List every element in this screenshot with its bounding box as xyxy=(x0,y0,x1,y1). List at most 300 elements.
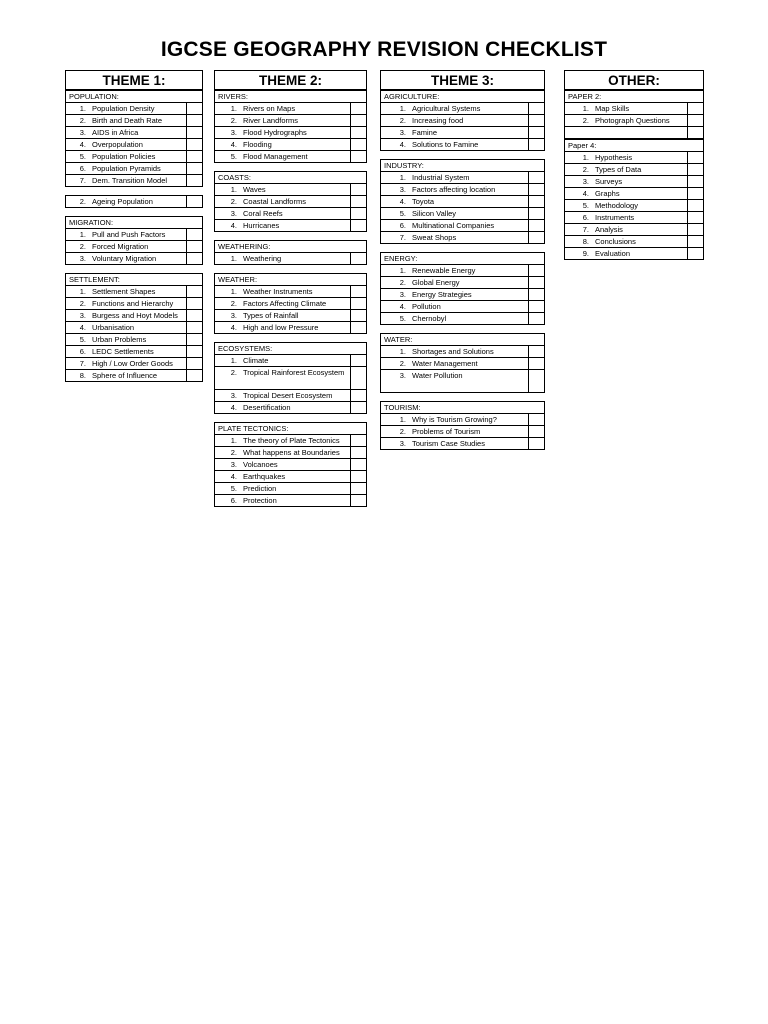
item-number: 1. xyxy=(399,415,406,424)
checkbox-cell[interactable] xyxy=(187,103,202,114)
checklist-item xyxy=(565,187,703,199)
item-number: 3. xyxy=(230,391,237,400)
checkbox-cell[interactable] xyxy=(529,370,544,392)
item-label: Surveys xyxy=(595,177,623,186)
item-text xyxy=(215,151,351,162)
checkbox-cell[interactable] xyxy=(529,313,544,324)
item-label: High / Low Order Goods xyxy=(92,359,173,368)
item-text xyxy=(66,163,187,174)
checkbox-cell[interactable] xyxy=(187,139,202,150)
page-title: IGCSE GEOGRAPHY REVISION CHECKLIST xyxy=(160,38,608,61)
item-text xyxy=(66,175,187,186)
item-text xyxy=(381,139,529,150)
item-number: 3. xyxy=(582,177,589,186)
checklist-item xyxy=(66,228,202,240)
checkbox-cell[interactable] xyxy=(187,334,202,345)
item-number: 1. xyxy=(79,230,86,239)
checklist-item xyxy=(381,288,544,300)
item-text xyxy=(215,298,351,309)
checkbox-cell[interactable] xyxy=(351,483,366,494)
item-label: Energy Strategies xyxy=(412,290,472,299)
checkbox-cell[interactable] xyxy=(187,310,202,321)
item-label: Pull and Push Factors xyxy=(92,230,166,239)
item-number: 2. xyxy=(230,197,237,206)
checklist-section xyxy=(65,273,203,382)
checkbox-cell[interactable] xyxy=(529,232,544,243)
item-text xyxy=(565,164,688,175)
checkbox-cell[interactable] xyxy=(688,188,703,199)
item-number: 4. xyxy=(79,140,86,149)
item-label: Instruments xyxy=(595,213,635,222)
item-label: Industrial System xyxy=(412,173,470,182)
checkbox-cell[interactable] xyxy=(187,253,202,264)
checklist-item xyxy=(381,183,544,195)
column-header: THEME 2: xyxy=(214,70,367,90)
checkbox-cell[interactable] xyxy=(529,277,544,288)
item-number: 2. xyxy=(230,116,237,125)
item-text xyxy=(66,115,187,126)
checkbox-cell[interactable] xyxy=(529,103,544,114)
item-text xyxy=(215,139,351,150)
checkbox-cell[interactable] xyxy=(688,200,703,211)
checkbox-cell[interactable] xyxy=(688,176,703,187)
item-text xyxy=(215,367,351,389)
checklist-item xyxy=(66,333,202,345)
item-number: 2. xyxy=(79,197,86,206)
checklist-item xyxy=(66,195,202,207)
checklist-item xyxy=(66,240,202,252)
item-text xyxy=(381,232,529,243)
item-number: 3. xyxy=(399,290,406,299)
checkbox-cell[interactable] xyxy=(688,152,703,163)
checkbox-cell[interactable] xyxy=(688,236,703,247)
checkbox-cell[interactable] xyxy=(351,208,366,219)
checkbox-cell[interactable] xyxy=(187,151,202,162)
item-label: Toyota xyxy=(412,197,435,206)
item-text xyxy=(66,286,187,297)
item-label: AIDS in Africa xyxy=(92,128,139,137)
item-text xyxy=(381,208,529,219)
item-number: 2. xyxy=(399,116,406,125)
item-number: 7. xyxy=(399,233,406,242)
item-label: Solutions to Famine xyxy=(412,140,479,149)
item-label: Prediction xyxy=(243,484,277,493)
checkbox-cell[interactable] xyxy=(351,184,366,195)
item-text xyxy=(66,346,187,357)
item-number: 4. xyxy=(399,140,406,149)
checkbox-cell[interactable] xyxy=(351,139,366,150)
checklist-section xyxy=(564,90,704,139)
checklist-item xyxy=(215,150,366,162)
section-title: ECOSYSTEMS: xyxy=(215,342,366,354)
theme-2-column xyxy=(214,70,367,507)
item-text xyxy=(215,355,351,366)
checklist-item xyxy=(215,309,366,321)
checklist-item xyxy=(381,102,544,114)
checkbox-cell[interactable] xyxy=(351,355,366,366)
item-label: What happens at Boundaries xyxy=(243,448,340,457)
item-label: Voluntary Migration xyxy=(92,254,157,263)
checkbox-cell[interactable] xyxy=(187,229,202,240)
checkbox-cell[interactable] xyxy=(529,208,544,219)
theme-1-column xyxy=(65,70,203,382)
item-label: Weathering xyxy=(243,254,282,263)
item-number: 1. xyxy=(79,287,86,296)
item-number: 1. xyxy=(399,347,406,356)
checkbox-cell[interactable] xyxy=(351,495,366,506)
item-text xyxy=(381,220,529,231)
item-text xyxy=(381,346,529,357)
item-number: 2. xyxy=(582,116,589,125)
checklist-item xyxy=(381,171,544,183)
checkbox-cell[interactable] xyxy=(529,127,544,138)
checklist-item xyxy=(215,102,366,114)
checklist-item xyxy=(565,163,703,175)
item-number: 2. xyxy=(79,242,86,251)
item-label: Evaluation xyxy=(595,249,631,258)
section-title: WEATHER: xyxy=(215,273,366,285)
item-text xyxy=(66,298,187,309)
checkbox-cell[interactable] xyxy=(351,115,366,126)
section-title: TOURISM: xyxy=(381,401,544,413)
item-text xyxy=(215,402,351,413)
item-number: 2. xyxy=(79,299,86,308)
item-text xyxy=(215,184,351,195)
checklist-item xyxy=(215,285,366,297)
checkbox-cell[interactable] xyxy=(351,220,366,231)
item-text xyxy=(565,224,688,235)
item-number: 3. xyxy=(230,209,237,218)
checkbox-cell[interactable] xyxy=(529,220,544,231)
item-label: Weather Instruments xyxy=(243,287,313,296)
checkbox-cell[interactable] xyxy=(351,151,366,162)
item-text xyxy=(215,459,351,470)
checkbox-cell[interactable] xyxy=(351,471,366,482)
item-number: 5. xyxy=(582,201,589,210)
checkbox-cell[interactable] xyxy=(688,212,703,223)
item-number: 3. xyxy=(399,185,406,194)
item-number: 1. xyxy=(230,287,237,296)
checkbox-cell[interactable] xyxy=(187,175,202,186)
item-text xyxy=(381,265,529,276)
checkbox-cell[interactable] xyxy=(187,127,202,138)
item-label: Conclusions xyxy=(595,237,636,246)
checklist-item xyxy=(381,231,544,243)
checkbox-cell[interactable] xyxy=(529,289,544,300)
item-text xyxy=(215,447,351,458)
item-text xyxy=(66,253,187,264)
item-label: Forced Migration xyxy=(92,242,149,251)
checkbox-cell[interactable] xyxy=(529,346,544,357)
item-number: 4. xyxy=(582,189,589,198)
item-text xyxy=(215,495,351,506)
item-label: Hurricanes xyxy=(243,221,280,230)
item-label: Problems of Tourism xyxy=(412,427,481,436)
item-number: 3. xyxy=(230,311,237,320)
item-number: 2. xyxy=(230,299,237,308)
checkbox-cell[interactable] xyxy=(351,322,366,333)
checklist-item xyxy=(381,264,544,276)
item-label: Types of Rainfall xyxy=(243,311,299,320)
item-number: 5. xyxy=(79,152,86,161)
checklist-item xyxy=(565,151,703,163)
item-number: 4. xyxy=(230,403,237,412)
item-label: Settlement Shapes xyxy=(92,287,156,296)
item-label: Climate xyxy=(243,356,269,365)
checkbox-cell[interactable] xyxy=(688,127,703,138)
checklist-item xyxy=(66,285,202,297)
checkbox-cell[interactable] xyxy=(351,253,366,264)
item-text xyxy=(66,310,187,321)
item-label: Analysis xyxy=(595,225,623,234)
item-label: Why is Tourism Growing? xyxy=(412,415,497,424)
item-label: Population Pyramids xyxy=(92,164,161,173)
item-text xyxy=(66,358,187,369)
section-title: PLATE TECTONICS: xyxy=(215,422,366,434)
item-number: 6. xyxy=(582,213,589,222)
item-text xyxy=(215,196,351,207)
checkbox-cell[interactable] xyxy=(187,358,202,369)
item-label: High and low Pressure xyxy=(243,323,319,332)
checklist-item xyxy=(215,219,366,231)
column-header: THEME 3: xyxy=(380,70,545,90)
item-text xyxy=(565,188,688,199)
item-text xyxy=(215,127,351,138)
item-number: 2. xyxy=(230,368,237,377)
item-number: 2. xyxy=(399,427,406,436)
item-number: 3. xyxy=(79,311,86,320)
checklist-item xyxy=(565,247,703,259)
checkbox-cell[interactable] xyxy=(688,103,703,114)
item-text xyxy=(215,310,351,321)
checklist-item xyxy=(215,366,366,389)
checklist-item xyxy=(381,345,544,357)
checkbox-cell[interactable] xyxy=(351,402,366,413)
item-number: 2. xyxy=(399,359,406,368)
item-text xyxy=(565,176,688,187)
checkbox-cell[interactable] xyxy=(187,241,202,252)
checklist-item xyxy=(215,114,366,126)
item-text xyxy=(381,414,529,425)
item-text xyxy=(66,127,187,138)
item-text xyxy=(381,103,529,114)
item-label: Water Management xyxy=(412,359,478,368)
item-number: 2. xyxy=(399,278,406,287)
item-text xyxy=(66,196,187,207)
item-text xyxy=(565,103,688,114)
item-text xyxy=(565,248,688,259)
item-label: Functions and Hierarchy xyxy=(92,299,174,308)
item-text xyxy=(66,139,187,150)
item-text xyxy=(381,196,529,207)
item-text xyxy=(565,212,688,223)
item-label: Global Energy xyxy=(412,278,460,287)
item-text xyxy=(565,236,688,247)
item-label: Flood Management xyxy=(243,152,308,161)
checkbox-cell[interactable] xyxy=(187,196,202,207)
item-number: 7. xyxy=(79,176,86,185)
checklist-section xyxy=(65,195,203,208)
checklist-item xyxy=(215,138,366,150)
checklist-item xyxy=(66,174,202,186)
checklist-item xyxy=(66,126,202,138)
item-label: Chernobyl xyxy=(412,314,447,323)
checkbox-cell[interactable] xyxy=(187,163,202,174)
checklist-item xyxy=(215,482,366,494)
checkbox-cell[interactable] xyxy=(351,447,366,458)
item-label: Urbanisation xyxy=(92,323,135,332)
checkbox-cell[interactable] xyxy=(351,367,366,389)
item-label: Renewable Energy xyxy=(412,266,476,275)
item-text xyxy=(381,370,529,392)
checkbox-cell[interactable] xyxy=(187,286,202,297)
item-number: 5. xyxy=(79,335,86,344)
checklist-item xyxy=(215,297,366,309)
checkbox-cell[interactable] xyxy=(187,322,202,333)
item-number: 8. xyxy=(79,371,86,380)
checkbox-cell[interactable] xyxy=(688,115,703,126)
checkbox-cell[interactable] xyxy=(187,346,202,357)
checkbox-cell[interactable] xyxy=(351,196,366,207)
section-title: INDUSTRY: xyxy=(381,159,544,171)
checklist-item xyxy=(381,126,544,138)
item-label: Pollution xyxy=(412,302,441,311)
checklist-item xyxy=(381,207,544,219)
checkbox-cell[interactable] xyxy=(688,164,703,175)
checkbox-cell[interactable] xyxy=(351,310,366,321)
checklist-item xyxy=(215,389,366,401)
item-label: Shortages and Solutions xyxy=(412,347,494,356)
checkbox-cell[interactable] xyxy=(529,184,544,195)
item-label: River Landforms xyxy=(243,116,299,125)
item-number: 3. xyxy=(230,128,237,137)
checklist-item xyxy=(215,470,366,482)
checkbox-cell[interactable] xyxy=(187,370,202,381)
item-label: Agricultural Systems xyxy=(412,104,481,113)
checkbox-cell[interactable] xyxy=(529,426,544,437)
item-label: Coastal Landforms xyxy=(243,197,306,206)
checklist-item xyxy=(381,425,544,437)
item-label: Ageing Population xyxy=(92,197,153,206)
theme-3-column xyxy=(380,70,545,450)
item-number: 1. xyxy=(230,356,237,365)
checklist-section xyxy=(65,216,203,265)
checklist-item xyxy=(381,413,544,425)
checkbox-cell[interactable] xyxy=(529,172,544,183)
item-label: Tropical Desert Ecosystem xyxy=(243,391,333,400)
item-label: Silicon Valley xyxy=(412,209,457,218)
item-number: 1. xyxy=(582,153,589,162)
checklist-section xyxy=(564,139,704,260)
item-label: Flood Hydrographs xyxy=(243,128,307,137)
checklist-item xyxy=(66,252,202,264)
checkbox-cell[interactable] xyxy=(529,139,544,150)
item-number: 3. xyxy=(230,460,237,469)
item-number: 5. xyxy=(399,209,406,218)
item-text xyxy=(66,370,187,381)
checkbox-cell[interactable] xyxy=(351,298,366,309)
checklist-section xyxy=(65,90,203,187)
column-header: THEME 1: xyxy=(65,70,203,90)
item-number: 1. xyxy=(399,104,406,113)
section-title: SETTLEMENT: xyxy=(66,273,202,285)
item-number: 3. xyxy=(79,254,86,263)
item-text xyxy=(215,253,351,264)
checkbox-cell[interactable] xyxy=(529,265,544,276)
checklist-item xyxy=(215,458,366,470)
item-number: 4. xyxy=(230,472,237,481)
item-number: 1. xyxy=(582,104,589,113)
checklist-item xyxy=(215,252,366,264)
item-text xyxy=(381,289,529,300)
checklist-section xyxy=(380,252,545,325)
checkbox-cell[interactable] xyxy=(351,390,366,401)
checkbox-cell[interactable] xyxy=(351,459,366,470)
item-label: Dem. Transition Model xyxy=(92,176,168,185)
checkbox-cell[interactable] xyxy=(529,358,544,369)
item-number: 1. xyxy=(399,173,406,182)
item-number: 8. xyxy=(582,237,589,246)
item-label: Hypothesis xyxy=(595,153,633,162)
item-number: 7. xyxy=(79,359,86,368)
checkbox-cell[interactable] xyxy=(187,298,202,309)
checklist-section xyxy=(380,401,545,450)
checkbox-cell[interactable] xyxy=(351,127,366,138)
checkbox-cell[interactable] xyxy=(529,414,544,425)
item-label xyxy=(589,127,595,138)
item-label: Factors affecting location xyxy=(412,185,496,194)
item-label: Waves xyxy=(243,185,266,194)
item-text xyxy=(381,313,529,324)
item-text xyxy=(66,151,187,162)
item-text xyxy=(66,322,187,333)
checkbox-cell[interactable] xyxy=(529,301,544,312)
section-title: MIGRATION: xyxy=(66,216,202,228)
checklist-item xyxy=(381,114,544,126)
item-text xyxy=(381,438,529,449)
checklist-item xyxy=(66,114,202,126)
checkbox-cell[interactable] xyxy=(529,115,544,126)
item-label: Sphere of Influence xyxy=(92,371,158,380)
item-text xyxy=(565,127,688,138)
column-header: OTHER: xyxy=(564,70,704,90)
item-number: 4. xyxy=(230,323,237,332)
checklist-section xyxy=(214,90,367,163)
item-label: Water Pollution xyxy=(412,371,463,380)
checkbox-cell[interactable] xyxy=(351,286,366,297)
checkbox-cell[interactable] xyxy=(351,103,366,114)
item-number: 6. xyxy=(79,347,86,356)
item-text xyxy=(381,277,529,288)
checkbox-cell[interactable] xyxy=(529,196,544,207)
item-number xyxy=(565,127,589,138)
checkbox-cell[interactable] xyxy=(187,115,202,126)
item-number: 4. xyxy=(230,140,237,149)
checkbox-cell[interactable] xyxy=(688,224,703,235)
checkbox-cell[interactable] xyxy=(529,438,544,449)
checklist-item xyxy=(565,199,703,211)
item-label: Flooding xyxy=(243,140,272,149)
checkbox-cell[interactable] xyxy=(688,248,703,259)
checklist-section xyxy=(380,90,545,151)
item-label: Tourism Case Studies xyxy=(412,439,485,448)
item-label: The theory of Plate Tectonics xyxy=(243,436,340,445)
checkbox-cell[interactable] xyxy=(351,435,366,446)
checklist-item xyxy=(381,300,544,312)
section-title: ENERGY: xyxy=(381,252,544,264)
item-label: Earthquakes xyxy=(243,472,286,481)
item-text xyxy=(215,322,351,333)
